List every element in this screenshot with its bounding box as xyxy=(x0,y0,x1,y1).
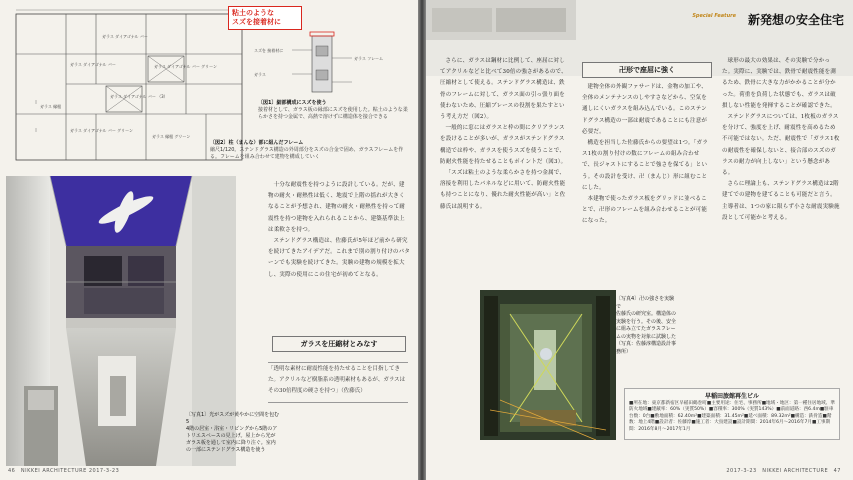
left-footer-text: 46 NIKKEI ARCHITECTURE 2017-3-23 xyxy=(8,468,120,474)
left-footer xyxy=(8,467,119,474)
special-feature-label: Special Feature xyxy=(692,13,736,19)
photo2-caption xyxy=(616,296,678,356)
caption-fig2-title: 〔図2〕柱（まんな）部に組んだフレーム xyxy=(210,140,304,146)
paragraph: 構造を担当した佐藤氏からの要望は1つ。「ガラス1枚の割り付けの数にフレームの組み合わせで、長ジャストにすることで強さを保てる」という。その設計を受け、卍（まんじ）形に組むことにした。 xyxy=(582,140,708,191)
caption-fig1 xyxy=(258,100,408,121)
experiment-photo xyxy=(480,290,616,440)
caption-fig1-title: 〔図1〕細部構成にスズを使う xyxy=(258,100,327,106)
drawing-label: ガラス 縁根 xyxy=(40,104,62,109)
paragraph: さらに理論上も、ステンドグラス構造は2階建てでの建物を建てることも可能だと言う。主導者は、1つの家に限らず小さな耐震実験施設として可能かと考える。 xyxy=(722,181,840,221)
right-column-1 xyxy=(440,56,570,213)
quote-box xyxy=(268,362,408,403)
drawing-label: ガラス 縁根 グリーン xyxy=(152,134,191,139)
detail-label: ガラス フレーム xyxy=(354,56,383,61)
drawing-label: ガラス ダイアゴナル バー グリーン xyxy=(154,64,218,69)
paragraph: さらに、ガラスは鋼材に比例して、座屈に対してアクリルなどと比べて30倍の強さがあるので、圧縮材として使える。ステンドグラス構造は、鉄骨のフレームに対して、ガラス面の引っ張り面を使わないため、圧縮ブレースの役割を果たすという考え方だ（図2）。 xyxy=(440,58,567,121)
infobox-body: ■所在地：東京都新宿区早稲田鶴巻町■主要用途：住宅、事務所■地域・地区：第一種住居地域、準防火地域■建蔽率：60%（実質50%）■容積率：300%（実質143%）■前面道路：西6.4m■駐車台数：0台■敷地面積：62.40m²■建築面積：31.45m²■延べ面積：89.32m²■構造：鉄骨造■階数：地上4階■設計者：佐藤淳■施工者：大鳥建設■設計期間：2014年6月〜2016年7月■工事期間：2016年8月〜2017年1月 xyxy=(629,401,835,432)
paragraph: 「スズは粘土のような柔らかさを持つ金属で、溶接を利用したパネルなどに用いて、防耐火性能も持つことになり、優れた耐火性能が高い」と佐藤氏は説明する。 xyxy=(440,170,566,210)
right-column-3 xyxy=(722,56,840,224)
detail-label: スズを 接着材に xyxy=(254,48,284,53)
subhead-swastika xyxy=(582,62,712,78)
right-footer xyxy=(726,467,841,474)
paragraph: 十分な耐震性を持つように設計している。だが、建物の耐火・耐熱性は低く、地震で上階の揺れが大きくなることが予想され、建物の耐火・耐熱性を持って耐震性を持つ建物を入れられることから、建築基準法上は柔軟さを持つ。 xyxy=(268,182,406,233)
right-page xyxy=(426,0,853,480)
joint-detail-drawing xyxy=(252,30,412,96)
drawing-label: ガラス ダイアゴナル バー xyxy=(70,62,116,67)
paragraph: 球形の最大の効果は、その実験で分かった。実際に、実験では、鉄骨で耐震性能を測るため、鉄骨に大きな力がかかることが分かった。荷重を負荷した状態でも、ガラスは破損しない性能を発揮することが確認できた。 xyxy=(722,58,837,109)
left-body-column xyxy=(268,180,410,281)
drawing-label: ガラス ダイアゴナル バー xyxy=(102,34,148,39)
paragraph: 建物全体の外観ファサードは、金物の加工や、全体のメンテナンスのしやすさなどから、空気を通しにくいガラスを組み込んでいる。このステンドグラス構造の一部は耐震であることにも注意が必要だ。 xyxy=(582,84,708,135)
building-info-box xyxy=(624,388,840,440)
section-title: 新発想の安全住宅 xyxy=(747,13,844,27)
caption-fig2 xyxy=(210,140,408,161)
callout-box xyxy=(228,6,302,30)
callout-text: 粘土のような スズを接着材に xyxy=(232,9,281,26)
subhead-glass xyxy=(272,336,406,352)
infobox-title: 早稲田旅館再生ビル xyxy=(704,393,759,400)
left-page xyxy=(0,0,418,480)
paragraph: 本建物で使ったガラス板をグリッドに並べることで、卍形のフレームを組み合わせることが可能になった。 xyxy=(582,196,708,225)
caption-fig2-body: 縮尺1/120。ステンドグラス構造の外周部分をスズの合金で固め、ガラスフレームを作る。フレームを組み合わせて建物を構成していく xyxy=(210,147,404,160)
subhead-text: ガラスを圧縮材とみなす xyxy=(300,340,378,348)
photo2-caption-text: 〔写真4〕卍の強さを実験で 佐藤氏の研究室。構造体の実験を行う。その後、安全に組み立てたガラスフレームの実物を対象に試験した（写真：佐藤淳構造設計事務所） xyxy=(616,296,677,355)
paragraph: ステンドグラス構造は、佐藤氏が5年ほど前から研究を続けてきたアイデアだ。これまで別の割り付けのパターンでも実験を続けてきた。実験の建物の規模を拡大し、実際の使用にこの住宅が初めてとなる。 xyxy=(268,238,411,278)
paragraph: 一般的に窓にはガラスと枠の間にクリアランスを設けることが多いが、ガラスがステンドグラス構造では枠や、ガラスを使うスズを使うことで、防耐火性能を持たせることもポイントだ（図3）。 xyxy=(440,125,567,165)
caption-fig1-body: 接着材として、ガラス板の縁部にスズを使用した。粘土のような柔らかさを持つ金属で、高熱で溶けずに構造体を接合できる xyxy=(258,107,408,120)
section-header xyxy=(688,8,848,30)
drawing-label: ガラス ダイアゴナル バー （3） xyxy=(110,94,168,99)
drawing-label: ガラス ダイアゴナル バー グリーン xyxy=(70,128,134,133)
subhead-text: 卍形で座屈に強く xyxy=(619,66,675,74)
paragraph: ステンドグラスについては、1枚板のガラスを分けて、強度を上げ、耐震性を高めるため不可能ではない。ただ、耐震性で「ガラス1枚の耐震性を確保しないと、接合部のスズのガラスの耐力が向上しない」という懸念がある。 xyxy=(722,114,840,177)
quote-text: 「透明な素材に耐震性能を持たせることを目指してきた。アクリルなど樹脂系の透明素材もあるが、ガラスはその30倍程度の硬さを持つ」（佐藤氏） xyxy=(268,366,406,394)
photo1-caption xyxy=(186,412,280,454)
right-footer-text: 2017-3-23 NIKKEI ARCHITECTURE 47 xyxy=(726,468,841,474)
photo1-caption-text: 〔写真1〕光がスズが黄やかに空間を包む5 4階の居室・浴室・リビングから5階のアトリエスペースの見上げ。屋上から光がガラス板を通して室内に降り注ぐ。室内の一部にステンドグラス構造を使う xyxy=(186,412,280,453)
spine-gutter xyxy=(418,0,426,480)
detail-label: ガラス xyxy=(254,72,266,77)
right-column-2 xyxy=(582,82,710,228)
